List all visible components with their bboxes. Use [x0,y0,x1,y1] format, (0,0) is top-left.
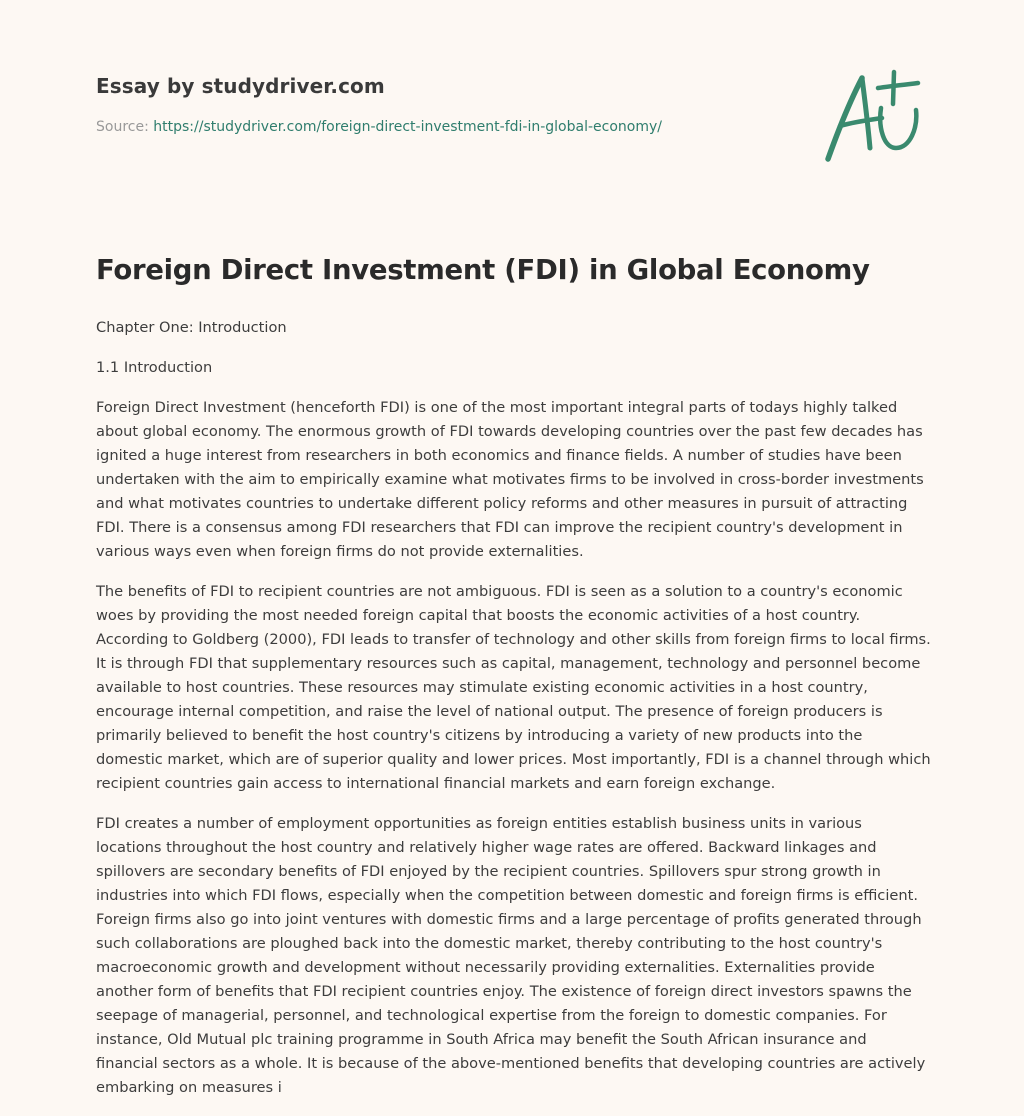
paragraph: The benefits of FDI to recipient countries are not ambiguous. FDI is seen as a solution to a country's economic woes by providing the most needed foreign capital that boosts the economic activities of a host country. According to Goldberg (2000), FDI leads to transfer of technology and other skills from foreign firms to local firms. It is through FDI that supplementary resources such as capital, management, technology and personnel become available to host countries. These resources may stimulate existing economic activities in a host country, encourage internal competition, and raise the level of national output. The presence of foreign producers is primarily believed to benefit the host country's citizens by introducing a variety of new products into the domestic market, which are of superior quality and lower prices. Most importantly, FDI is a channel through which recipient countries gain access to international financial markets and earn foreign exchange. [96,583,931,792]
brand-title: Essay by studydriver.com [96,74,385,98]
paragraph: Foreign Direct Investment (henceforth FDI) is one of the most important integral parts of todays highly talked about global economy. The enormous growth of FDI towards developing countries over the past few decades has ignited a huge interest from researchers in both economics and finance fields. A number of studies have been undertaken with the aim to empirically examine what motivates firms to be involved in cross-border investments and what motivates countries to undertake different policy reforms and other measures in pursuit of attracting FDI. There is a consensus among FDI researchers that FDI can improve the recipient country's development in various ways even when foreign firms do not provide externalities. [96,399,924,560]
source-label: Source: [96,119,149,135]
section-heading: 1.1 Introduction [96,359,213,376]
page-header [96,74,796,135]
paragraph: FDI creates a number of employment opportunities as foreign entities establish business units in various locations throughout the host country and relatively higher wage rates are offered. Backward linkages and spillovers are secondary benefits of FDI enjoyed by the recipient countries. Spillovers spur strong growth in industries into which FDI flows, especially when the competition between domestic and foreign firms is efficient. Foreign firms also go into joint ventures with domestic firms and a large percentage of profits generated through such collaborations are ploughed back into the domestic market, thereby contributing to the host country's macroeconomic growth and development without necessarily providing externalities. Externalities provide another form of benefits that FDI recipient countries enjoy. The existence of foreign direct investors spawns the seepage of managerial, personnel, and technological expertise from the foreign to domestic companies. For instance, Old Mutual plc training programme in South Africa may benefit the South African insurance and financial sectors as a whole. It is because of the above-mentioned benefits that developing countries are actively embarking on measures i [96,815,926,1096]
source-link[interactable]: https://studydriver.com/foreign-direct-investment-fdi-in-global-economy/ [153,119,662,135]
source-line [96,119,796,135]
a-plus-logo-icon [818,66,930,166]
essay-body [96,316,931,1116]
essay-title: Foreign Direct Investment (FDI) in Global Economy [96,254,870,286]
chapter-heading: Chapter One: Introduction [96,319,287,336]
